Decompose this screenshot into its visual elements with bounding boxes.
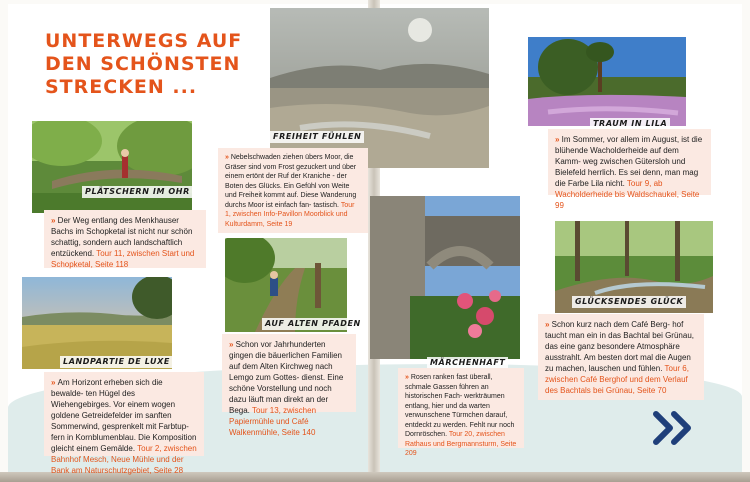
card-tour-link[interactable]: Tour 20, zwischen Rathaus und Bergmannsturm, Seite 209 [405,431,517,457]
card-text-line: ten Hügel des Wiehengebirges. Vor einem [51,389,152,409]
card-tour-link[interactable]: Tour 1, zwischen Info-Pavillon Moorblick und Kulturdamm, Seite 19 [225,201,355,228]
card-text-line: Lila nicht. [591,179,627,188]
title-line-2: DEN SCHÖNSTEN [45,53,241,75]
card-plaetschern [44,210,206,268]
tag-traum-lila: TRAUM IN LILA [590,118,670,130]
card-text-line: mal die Augen zu machen, lauschen und [545,353,691,373]
marker-icon: » [545,320,552,329]
card-text-line: Schon vor Jahrhunderten gingen die [229,340,326,360]
card-text-line: noch Dornröschen. [405,421,515,438]
card-tour-link[interactable]: Tour 9, ab Wacholderheide bis Waldschaukel, Seite 99 [555,179,700,210]
marker-icon: » [405,374,411,381]
marker-icon: » [225,154,231,161]
photo-castle-roses [370,196,520,359]
card-text-line: Der Weg entlang des Menkhauser [57,216,179,225]
card-tour-link[interactable]: Tour 11, zwischen Start und Schopketal, Seite 118 [51,249,195,269]
title-line-1: UNTERWEGS AUF [45,30,243,52]
card-alte-pfade [222,334,356,437]
card-text-line: Sommerwind, gesprenkelt mit Farbtup- [51,422,189,431]
photo-stream-valley [32,121,192,213]
title-line-3: STRECKEN ... [45,76,198,98]
card-text-line: gleicht einem Gemälde. [51,444,138,453]
card-text-line: hof taucht man ein in das Bachtal [545,320,684,340]
card-text-line: der Boten des Glücks. Ein Gefühl von [225,173,347,190]
card-landpartie [44,372,204,475]
tag-freiheit: FREIHEIT FÜHLEN [270,131,364,143]
card-text-line: entzückend. [51,249,97,258]
card-text-line: fühlen. [638,364,665,373]
card-text-line: Weite und Freiheit kommt auf. Diese [225,182,350,199]
tag-plaetschern: PLÄTSCHERN IM OHR [82,186,193,198]
card-text-line: Bachs im Schopketal ist nicht nur schön [51,227,193,236]
card-text-line: darauf, entdeckt zu werden. Fehlt nur [405,412,508,429]
card-text-line: über einem ertönt der Ruf der Kraniche - [225,163,357,180]
marker-icon: » [229,340,236,349]
card-tour-link[interactable]: Tour 6, zwischen Café Berghof und dem Verlauf des Bachtals bei Grünau, Seite 70 [545,364,689,395]
card-text-line: blühende Wacholderheide auf dem Kamm- [555,146,679,166]
photo-misty-moor [270,8,489,168]
card-text-line: Rosen ranken fast überall, schmale [405,374,493,391]
tag-alte-pfade: AUF ALTEN PFADEN [262,318,364,330]
card-text-line: Am Horizont erheben sich die bewalde- [51,378,163,398]
card-gluecksendes [538,314,704,400]
card-text-line: wogen goldene Getreidefelder im sanften [51,400,176,420]
card-text-line: bei Grünau, das eine ganz besondere [545,331,694,351]
card-text-line: Schon kurz nach dem Café Berg- [551,320,673,329]
card-text-line: herrlich. Es sei denn, man mag die Farbe [555,168,699,188]
card-maerchenhaft [398,368,524,457]
card-text-line: Nebelschwaden ziehen übers Moor, [230,154,345,161]
card-text-line: Wanderung durchs Moor ist einfach fan- [225,192,357,209]
card-traum-lila [548,129,711,210]
tag-landpartie: LANDPARTIE DE LUXE [60,356,173,368]
card-text-line: schattig, sondern auch landschaftlich [51,238,183,247]
card-text-line: dienst. Eine schöne Vorstellung und [229,373,344,393]
card-text-line: Kirchweg nach Lemgo zum Gottes- [229,362,333,382]
card-text-line: die Gräser sind vom Frost gezuckert und [225,154,354,171]
card-text-line: Atmosphäre ausstrahlt. Am besten dort [545,342,680,362]
card-text-line: tastisch. [313,201,341,209]
tag-gluecksendes: GLÜCKSENDES GLÜCK [572,296,686,308]
double-chevron-right-icon[interactable] [652,410,696,446]
photo-heather [528,37,686,126]
tag-maerchenhaft: MÄRCHENHAFT [427,357,508,369]
card-text-line: bäuerlichen Familien auf dem Alten [229,351,342,371]
card-text-line: weg zwischen Gütersloh und Bielefeld [555,157,686,177]
card-text-line: noch dazu läuft man direkt an der Bega. [229,384,332,415]
card-freiheit [218,148,368,233]
card-text-line: fern in Kornblumenblau. Die Komposition [51,433,197,442]
card-text-line: werkträumen entlang, hier und da [405,393,505,410]
marker-icon: » [555,135,562,144]
card-tour-link[interactable]: Tour 13, zwischen Papiermühle und Café Walkenmühle, Seite 140 [229,406,317,437]
card-text-line: Gassen führen an historischen Fach- [405,383,489,400]
card-text-line: Im Sommer, vor allem im August, ist die [561,135,703,144]
card-text-line: warten verwunschene Türmchen [405,402,490,419]
marker-icon: » [51,216,58,225]
page-title [45,30,265,99]
card-tour-link[interactable]: Tour 2, zwischen Bahnhof Mesch, Neue Mühle und der Bank am Naturschutzgebiet, Seite 28 [51,444,197,475]
marker-icon: » [51,378,58,387]
